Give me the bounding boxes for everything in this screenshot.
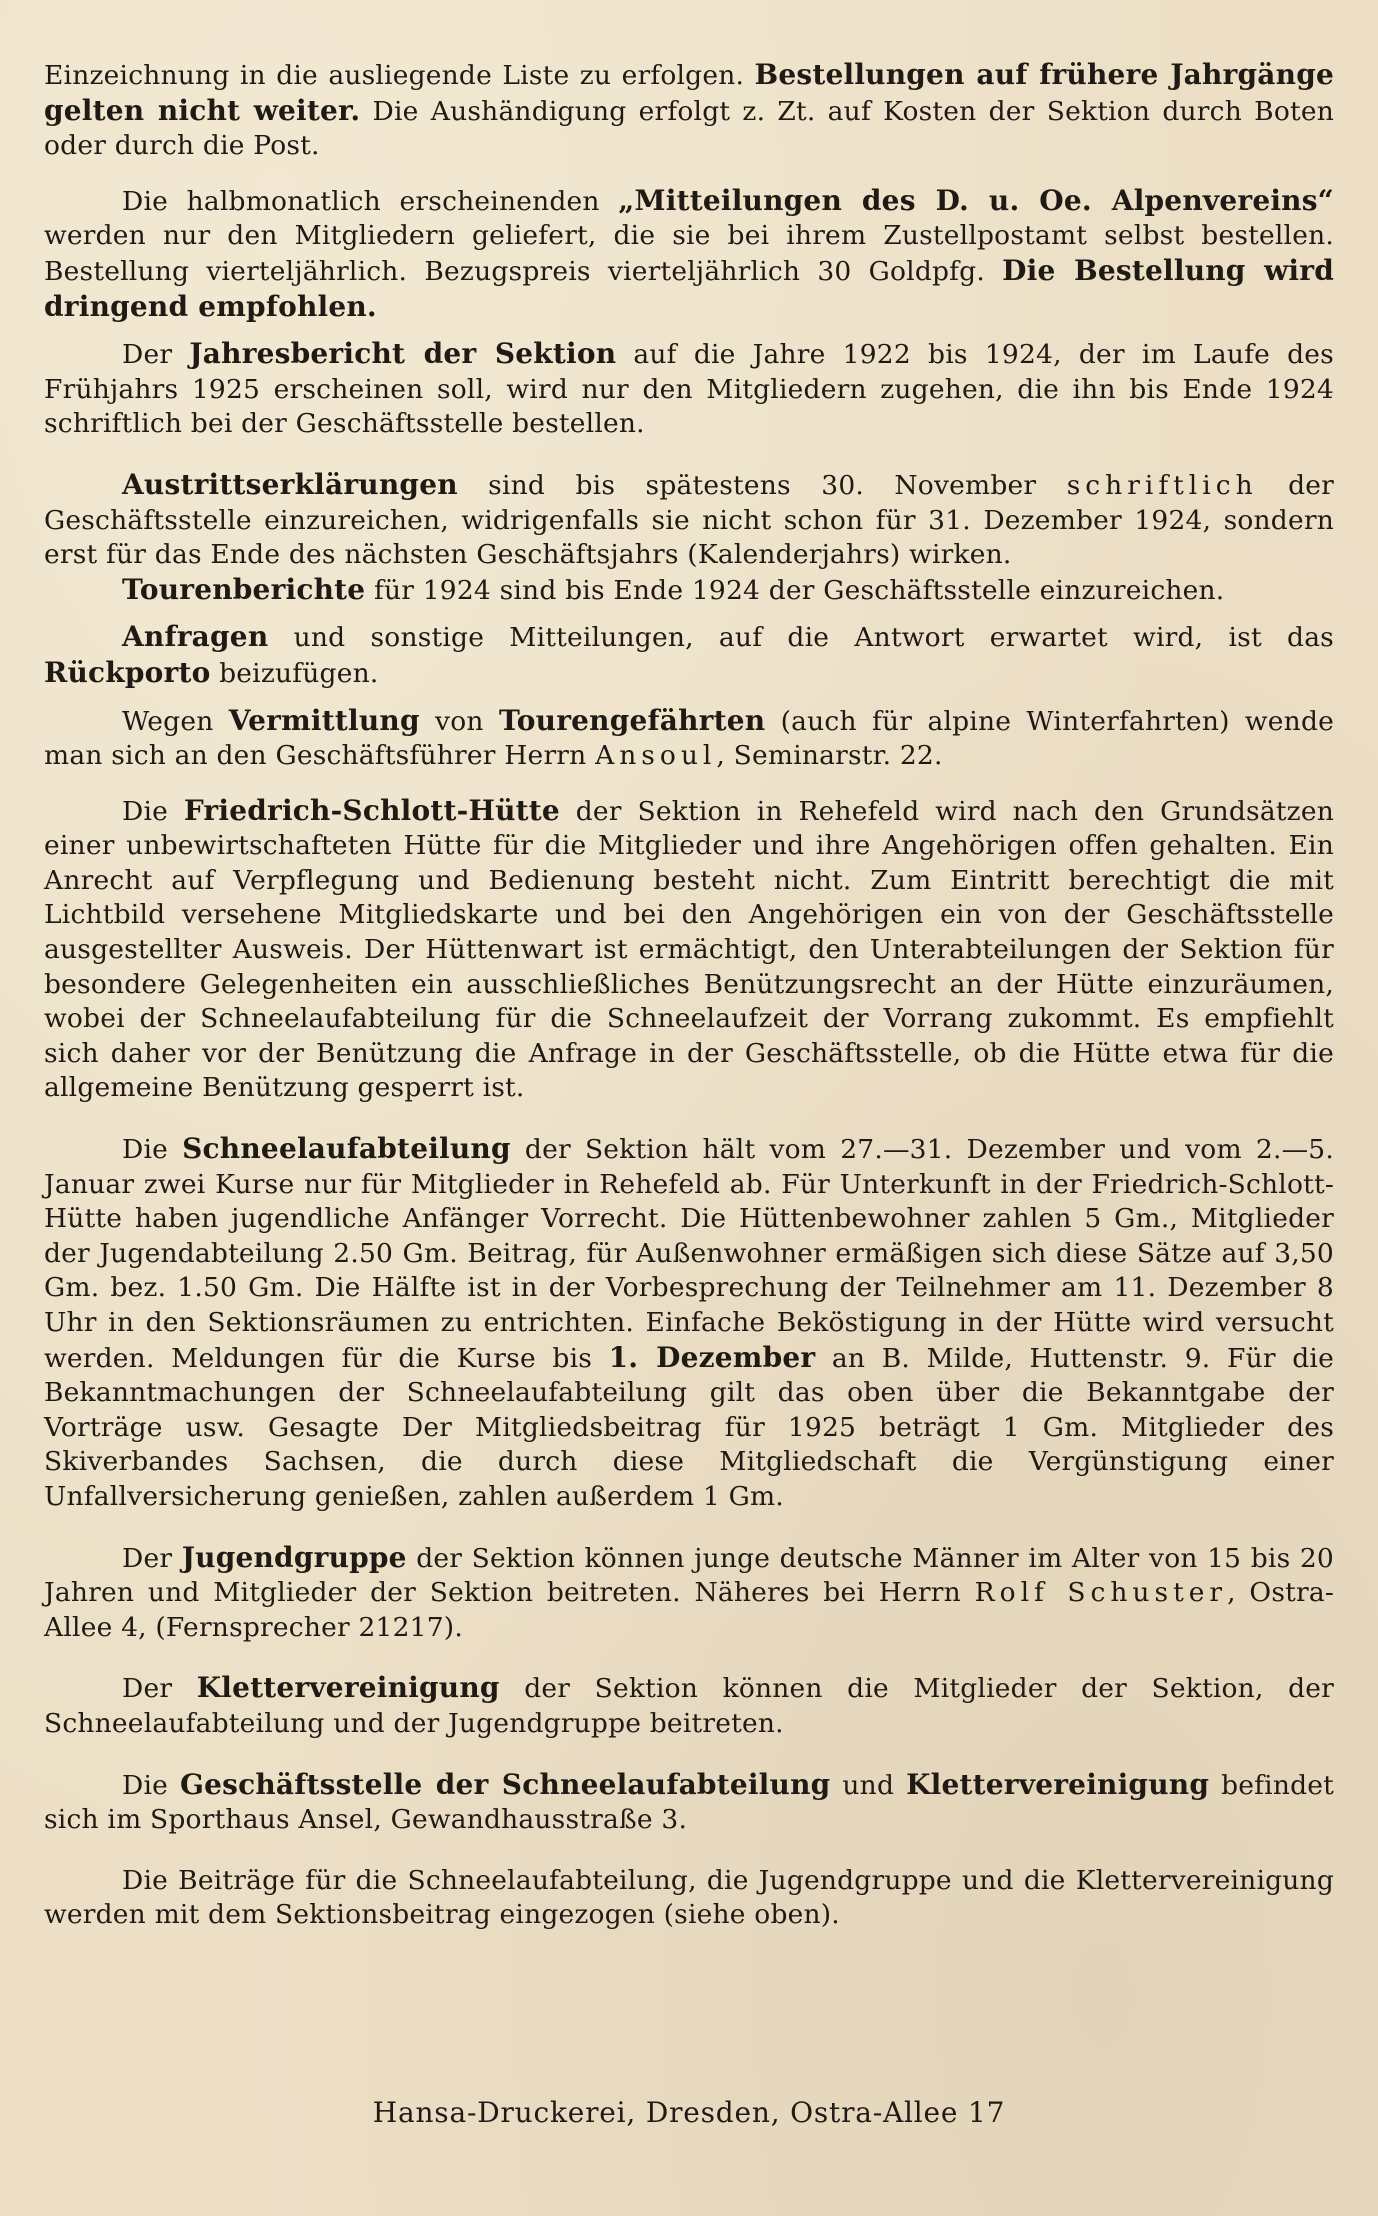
emphasis: „Mitteilungen des D. u. Oe. Alpenvereins“ xyxy=(618,183,1334,217)
segment: für 1924 sind bis Ende 1924 der Geschäftsstelle einzureichen. xyxy=(365,574,1225,606)
emphasis: 1. Dezember xyxy=(608,1340,816,1374)
emphasis: Vermittlung xyxy=(228,703,420,737)
paragraph-11 xyxy=(44,1671,1334,1741)
segment: und xyxy=(830,1769,907,1801)
printer-imprint: Hansa-Druckerei, Dresden, Ostra-Allee 17 xyxy=(372,2096,1006,2129)
paragraph-4 xyxy=(44,468,1334,573)
paragraph-13 xyxy=(44,1864,1334,1933)
paragraph-9 xyxy=(44,1132,1334,1515)
segment: der Sektion in Rehefeld wird nach den Grundsätzen einer unbewirtschafteten Hütte für die Mitglieder und ihre Angehörigen offen gehalten. Ein Anrecht auf Verpflegung und Bedienung besteht nicht. Zum Eintritt berechtigt die mit Lichtbild versehene Mitgliedskarte und bei den Angehörigen ein von der Geschäftsstelle ausgestellter Ausweis. Der Hüttenwart ist ermächtigt, den Unterabteilungen der Sektion für besondere Gelegenheiten ein ausschließliches Benützungsrecht an der Hütte einzuräumen, wobei der Schneelaufabteilung für die Schneelaufzeit der Vorrang zukommt. Es empfiehlt sich daher vor der Benützung die Anfrage in der Geschäftsstelle, ob die Hütte etwa für die allgemeine Benützung gesperrt ist. xyxy=(44,795,1334,1104)
paragraph-10 xyxy=(44,1541,1334,1646)
spaced-emphasis: Rolf Schuster xyxy=(974,1577,1228,1609)
segment: beizufügen. xyxy=(210,657,379,689)
segment: Der xyxy=(122,339,190,371)
emphasis: Anfragen xyxy=(122,620,269,654)
segment: Die xyxy=(122,795,184,827)
segment: von xyxy=(419,705,499,737)
segment: der Sektion hält vom 27.—31. Dezember und vom 2.—5. Januar zwei Kurse nur für Mitglieder in Rehefeld ab. Für Unterkunft in der Friedrich-Schlott-Hütte haben jugendliche Anfänger Vorrecht. Die Hüttenbewohner zahlen 5 Gm., Mitglieder der Jugendabteilung 2.50 Gm. Beitrag, für Außenwohner ermäßigen sich diese Sätze auf 3,50 Gm. bez. 1.50 Gm. Die Hälfte ist in der Vorbesprechung der Teilnehmer am 11. Dezember 8 Uhr in den Sektionsräumen zu entrichten. Einfache Beköstigung in der Hütte wird versucht werden. Meldungen für die Kurse bis xyxy=(44,1134,1334,1374)
emphasis: Geschäftsstelle der Schneelaufabteilung xyxy=(180,1767,831,1801)
segment: befindet sich im Sporthaus Ansel, Gewandhausstraße 3. xyxy=(44,1769,1334,1836)
segment: Der xyxy=(122,1673,197,1705)
segment: und sonstige Mitteilungen, auf die Antwort erwartet wird, ist das xyxy=(268,622,1334,654)
segment: , Seminarstr. 22. xyxy=(716,740,943,772)
segment: Die Beiträge für die Schneelaufabteilung, die Jugendgruppe und die Klettervereinigung werden mit dem Sektionsbeitrag eingezogen (siehe oben). xyxy=(44,1864,1334,1931)
segment: sind bis spätestens 30. November xyxy=(457,469,1067,501)
paragraph-6 xyxy=(44,620,1334,691)
segment: auf die Jahre 1922 bis 1924, der im Laufe des Frühjahrs 1925 erscheinen soll, wird nur den Mitgliedern zugehen, die ihn bis Ende 1924 schriftlich bei der Geschäftsstelle bestellen. xyxy=(44,339,1334,440)
paragraph-3 xyxy=(44,337,1334,442)
emphasis: Bestellungen auf frühere Jahrgänge gelten nicht weiter. xyxy=(44,58,1334,127)
emphasis: Jahresbericht der Sektion xyxy=(189,337,617,371)
segment: Einzeichnung in die ausliegende Liste zu erfolgen. xyxy=(44,60,755,91)
segment: der Sektion können die Mitglieder der Sektion, der Schneelaufabteilung und der Jugendgruppe beitreten. xyxy=(44,1673,1334,1739)
emphasis: Schneelaufabteilung xyxy=(182,1132,511,1166)
emphasis: Klettervereinigung xyxy=(906,1767,1210,1801)
emphasis: Austrittserklärungen xyxy=(122,467,458,501)
emphasis: Die Bestellung wird dringend empfohlen. xyxy=(44,253,1334,323)
segment: der Geschäftsstelle einzureichen, widrigenfalls sie nicht schon für 31. Dezember 1924, sondern erst für das Ende des nächsten Geschäftsjahrs (Kalenderjahrs) wirken. xyxy=(44,469,1334,571)
segment: Der xyxy=(122,1542,182,1574)
spaced-emphasis: schriftlich xyxy=(1066,469,1258,501)
paragraph-12 xyxy=(44,1768,1334,1838)
spaced-emphasis: Ansoul xyxy=(595,740,717,772)
emphasis: Jugendgruppe xyxy=(181,1540,407,1574)
segment: (auch für alpine Winterfahrten) wende man sich an den Geschäftsführer Herrn xyxy=(44,705,1334,772)
paragraph-2 xyxy=(44,184,1334,325)
segment: werden nur den Mitgliedern geliefert, die sie bei ihrem Zustellpostamt selbst bestellen. Bestellung vierteljährlich. Bezugspreis vierteljährlich 30 Goldpfg. xyxy=(44,220,1334,287)
segment: Die Aushändigung erfolgt z. Zt. auf Kosten der Sektion durch Boten oder durch die Post. xyxy=(44,95,1334,162)
paragraph-1 xyxy=(44,58,1334,164)
segment: , Ostra-Allee 4, (Fernsprecher 21217). xyxy=(44,1577,1335,1643)
paragraph-8 xyxy=(44,794,1334,1106)
text-column xyxy=(44,58,1334,1933)
paragraph-7 xyxy=(44,704,1334,774)
segment: der Sektion können junge deutsche Männer im Alter von 15 bis 20 Jahren und Mitglieder der Sektion beitreten. Näheres bei Herrn xyxy=(44,1542,1334,1609)
emphasis: Rückporto xyxy=(44,655,211,689)
segment: an B. Milde, Huttenstr. 9. Für die Bekanntmachungen der Schneelaufabteilung gilt das oben über die Bekanntgabe der Vorträge usw. Gesagte Der Mitgliedsbeitrag für 1925 beträgt 1 Gm. Mitglieder des Skiverbandes Sachsen, die durch diese Mitgliedschaft die Vergünstigung einer Unfallversicherung genießen, zahlen außerdem 1 Gm. xyxy=(44,1342,1334,1512)
paragraph-5 xyxy=(44,573,1334,609)
segment: Die xyxy=(122,1769,181,1801)
emphasis: Friedrich-Schlott-Hütte xyxy=(183,793,560,827)
emphasis: Klettervereinigung xyxy=(196,1671,500,1705)
segment: Wegen xyxy=(122,705,229,737)
segment: Die halbmonatlich erscheinenden xyxy=(122,185,619,217)
segment: Die xyxy=(122,1134,183,1166)
emphasis: Tourengefährten xyxy=(498,703,766,737)
emphasis: Tourenberichte xyxy=(122,572,366,606)
